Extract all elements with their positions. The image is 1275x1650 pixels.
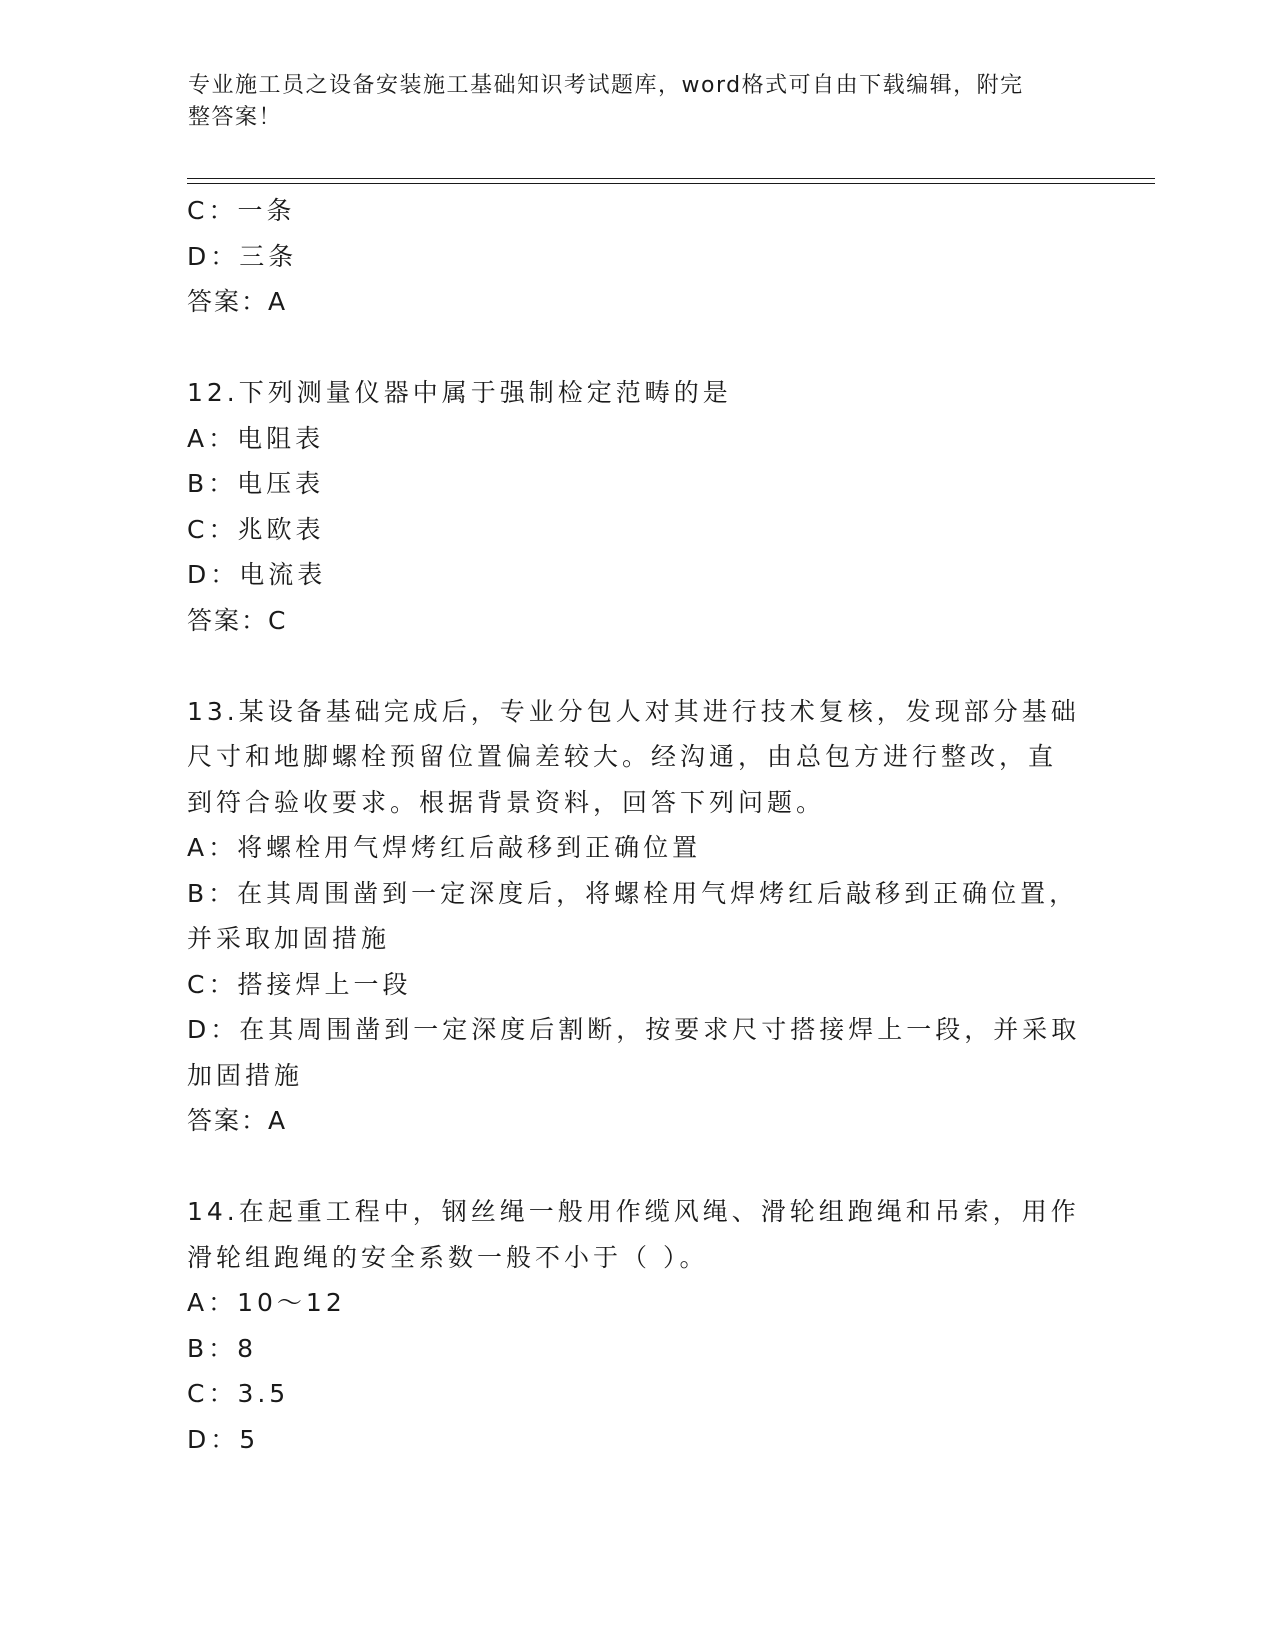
header-divider-top	[187, 178, 1155, 179]
question-stem-line-1: 13.某设备基础完成后，专业分包人对其进行技术复核，发现部分基础	[187, 696, 1080, 726]
option-a: A：电阻表	[187, 423, 325, 453]
question-stem-line-2: 滑轮组跑绳的安全系数一般不小于（ ）。	[187, 1242, 709, 1272]
question-12	[187, 370, 1097, 643]
answer: 答案：C	[187, 605, 288, 635]
option-d-line-2: 加固措施	[187, 1060, 304, 1090]
option-d: D：电流表	[187, 560, 327, 589]
answer: 答案：A	[187, 287, 288, 316]
header-divider-bottom	[187, 183, 1155, 184]
question-stem-line-3: 到符合验收要求。根据背景资料，回答下列问题。	[187, 787, 826, 817]
header-line-2: 整答案！	[188, 105, 283, 130]
spacer	[187, 643, 1097, 689]
option-a: A：10～12	[187, 1288, 346, 1317]
option-b-line-2: 并采取加固措施	[187, 924, 391, 953]
option-d-line-1: D：在其周围凿到一定深度后割断，按要求尺寸搭接焊上一段，并采取	[187, 1015, 1081, 1044]
option-d: D：5	[187, 1424, 260, 1454]
option-c: C：兆欧表	[187, 514, 325, 544]
option-c: C：搭接焊上一段	[187, 969, 412, 999]
option-d: D：三条	[187, 241, 298, 271]
option-c: C：3.5	[187, 1379, 290, 1408]
previous-question	[187, 188, 1097, 325]
option-c: C：一条	[187, 196, 296, 225]
option-b-line-1: B：在其周围凿到一定深度后，将螺栓用气焊烤红后敲移到正确位置，	[187, 878, 1079, 908]
question-stem-line-2: 尺寸和地脚螺栓预留位置偏差较大。经沟通，由总包方进行整改，直	[187, 742, 1058, 771]
question-content	[187, 188, 1097, 1462]
option-a: A：将螺栓用气焊烤红后敲移到正确位置	[187, 833, 702, 862]
question-13	[187, 689, 1097, 1144]
question-14	[187, 1189, 1097, 1462]
option-b: B：8	[187, 1333, 258, 1363]
spacer	[187, 1144, 1097, 1190]
spacer	[187, 325, 1097, 371]
answer: 答案：A	[187, 1106, 288, 1135]
document-header	[188, 70, 1068, 134]
question-stem: 12.下列测量仪器中属于强制检定范畴的是	[187, 378, 732, 407]
header-line-1: 专业施工员之设备安装施工基础知识考试题库，word格式可自由下载编辑，附完	[188, 73, 1024, 98]
question-stem-line-1: 14.在起重工程中，钢丝绳一般用作缆风绳、滑轮组跑绳和吊索，用作	[187, 1197, 1080, 1226]
option-b: B：电压表	[187, 469, 325, 498]
